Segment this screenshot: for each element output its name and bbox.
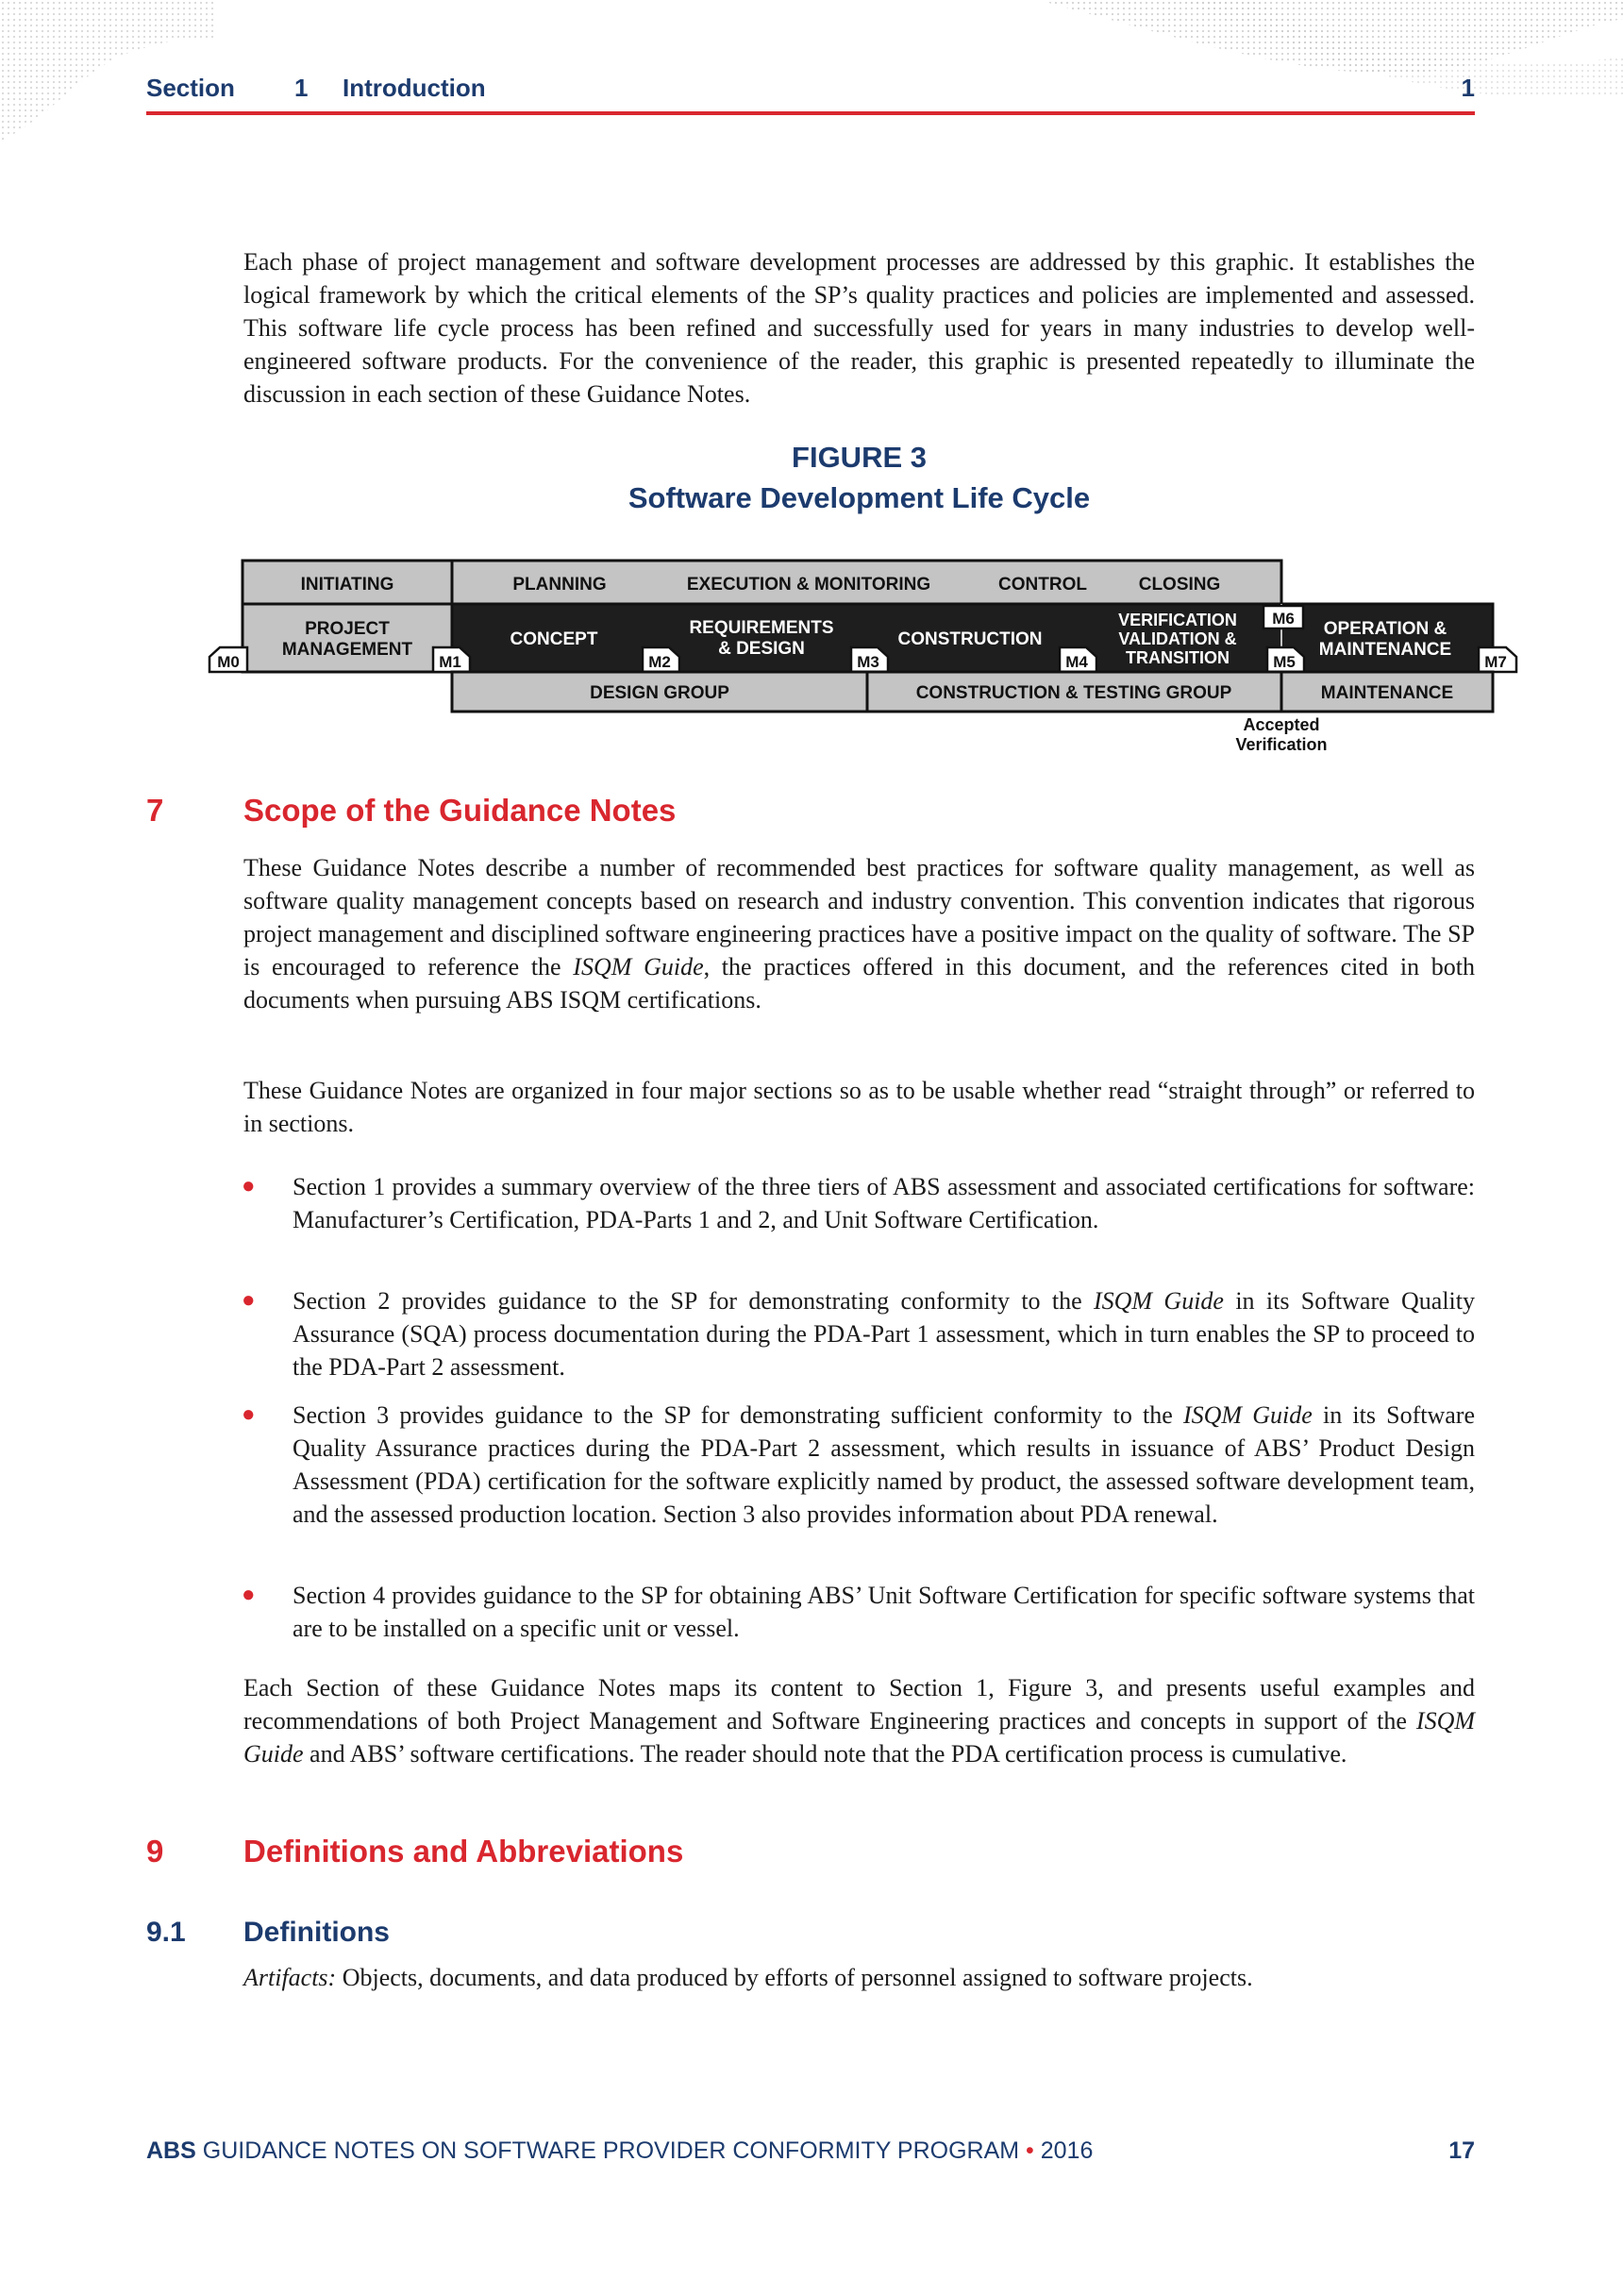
pm-label-line2: MANAGEMENT [281, 640, 413, 660]
control-label: CONTROL [998, 575, 1087, 595]
bullet-marker-3: ● [242, 1402, 256, 1427]
requirements-line2: & DESIGN [718, 639, 805, 659]
bullet-marker-1: ● [242, 1174, 256, 1198]
milestone-m5-label: M5 [1273, 653, 1296, 671]
page-number: 17 [1448, 2137, 1475, 2164]
milestone-m2-label: M2 [648, 653, 671, 671]
bullet-item-3: Section 3 provides guidance to the SP for demonstrating sufficient conformity to the ISQM Guide in its Software Quality Assurance practices during the PDA-Part 2 assessment, which results in issuance of ABS’ Product Design Assessment (PDA) certification for the software explicitly named by product, the assessed software development team, and the assessed production location. Section 3 also provides information about PDA renewal. [293, 1401, 1475, 1528]
pm-label-line1: PROJECT [305, 619, 390, 639]
construction-testing-group-label: CONSTRUCTION & TESTING GROUP [915, 683, 1232, 703]
execution-label: EXECUTION & MONITORING [686, 575, 931, 595]
milestone-m2 [643, 647, 679, 672]
accepted-line2: Verification [1235, 735, 1328, 754]
section7-title: Scope of the Guidance Notes [243, 793, 677, 828]
page-footer [146, 2137, 1475, 2165]
section7-paragraph-2: These Guidance Notes are organized in four major sections so as to be usable whether read “straight through” or referred to in sections. [243, 1077, 1475, 1137]
bullet-marker-4: ● [242, 1583, 256, 1607]
running-header [146, 74, 1475, 115]
milestone-m4 [1060, 647, 1096, 672]
section-word: Section [146, 74, 235, 102]
planning-label: PLANNING [512, 575, 607, 595]
verification-line1: VERIFICATION [1118, 611, 1237, 629]
sdlc-diagram [189, 547, 1529, 764]
footer-year: 2016 [1033, 2137, 1094, 2164]
bullet-item-4: Section 4 provides guidance to the SP for obtaining ABS’ Unit Software Certification for specific software systems that are to be installed on a specific unit or vessel. [293, 1582, 1475, 1642]
bullet-item-1: Section 1 provides a summary overview of the three tiers of ABS assessment and associated certifications for software: Manufacturer’s Certification, PDA-Parts 1 and 2, and Unit Software Certification. [293, 1173, 1475, 1233]
milestone-m1-label: M1 [439, 653, 461, 671]
milestone-m1 [433, 647, 470, 672]
milestone-m7-label: M7 [1484, 653, 1507, 671]
section-indicator: 1 [1461, 74, 1475, 102]
bullet-item-2: Section 2 provides guidance to the SP for demonstrating conformity to the ISQM Guide in its Software Quality Assurance (SQA) process documentation during the PDA-Part 1 assessment, which in turn enables the SP to proceed to the PDA-Part 2 assessment. [293, 1287, 1475, 1381]
subsection-number: 9.1 [146, 1917, 186, 1948]
footer-dot: • [1026, 2137, 1034, 2164]
section7-paragraph-3: Each Section of these Guidance Notes maps its content to Section 1, Figure 3, and presents useful examples and recommendations of both Project Management and Software Engineering practices and concepts in support of the ISQM Guide and ABS’ software certifications. The reader should note that the PDA certification process is cumulative. [243, 1674, 1475, 1768]
verification-line2: VALIDATION & [1118, 629, 1237, 648]
requirements-line1: REQUIREMENTS [689, 618, 834, 638]
bullet-marker-2: ● [242, 1288, 256, 1313]
milestone-m4-label: M4 [1065, 653, 1088, 671]
initiating-label: INITIATING [300, 575, 394, 595]
footer-title: GUIDANCE NOTES ON SOFTWARE PROVIDER CONFORMITY PROGRAM [195, 2137, 1027, 2164]
intro-paragraph: Each phase of project management and software development processes are addressed by this graphic. It establishes the logical framework by which the critical elements of the SP’s quality practices and policies are implemented and assessed. This software life cycle process has been refined and successfully used for years in many industries to develop well-engineered software products. For the convenience of the reader, this graphic is presented repeatedly to illuminate the discussion in each section of these Guidance Notes. [243, 248, 1475, 408]
concept-label: CONCEPT [510, 629, 598, 649]
milestone-m0-label: M0 [217, 653, 240, 671]
section7-number: 7 [146, 793, 164, 828]
milestone-m5 [1267, 647, 1304, 672]
section9-number: 9 [146, 1834, 164, 1869]
closing-label: CLOSING [1138, 575, 1221, 595]
definition-artifacts: Artifacts: Objects, documents, and data produced by efforts of personnel assigned to software projects. [243, 1964, 1253, 1991]
accepted-line1: Accepted [1243, 715, 1320, 734]
milestone-m6-label: M6 [1272, 610, 1295, 628]
milestone-m6 [1263, 606, 1303, 628]
figure-label: FIGURE 3 [792, 441, 927, 474]
milestone-m3 [851, 647, 888, 672]
operation-line1: OPERATION & [1323, 619, 1447, 639]
maintenance-group-label: MAINTENANCE [1320, 683, 1454, 703]
subsection-title: Definitions [243, 1917, 390, 1948]
verification-line3: TRANSITION [1126, 648, 1230, 667]
milestone-m7 [1479, 647, 1516, 672]
footer-brand: ABS [146, 2137, 196, 2164]
design-group-label: DESIGN GROUP [590, 683, 729, 703]
section-number: 1 [294, 74, 309, 102]
operation-line2: MAINTENANCE [1318, 640, 1452, 660]
section-title: Introduction [343, 74, 486, 102]
section7-paragraph-1: These Guidance Notes describe a number of recommended best practices for software quality management, as well as software quality management concepts based on research and industry convention. This convention indicates that rigorous project management and disciplined software engineering practices have a positive impact on the quality of software. The SP is encouraged to reference the ISQM Guide, the practices offered in this document, and the references cited in both documents when pursuing ABS ISQM certifications. [243, 854, 1476, 1014]
figure-title: Software Development Life Cycle [627, 481, 1091, 514]
milestone-m3-label: M3 [857, 653, 879, 671]
section9-title: Definitions and Abbreviations [243, 1834, 684, 1869]
milestone-m0 [209, 647, 247, 672]
construction-label: CONSTRUCTION [897, 629, 1043, 649]
